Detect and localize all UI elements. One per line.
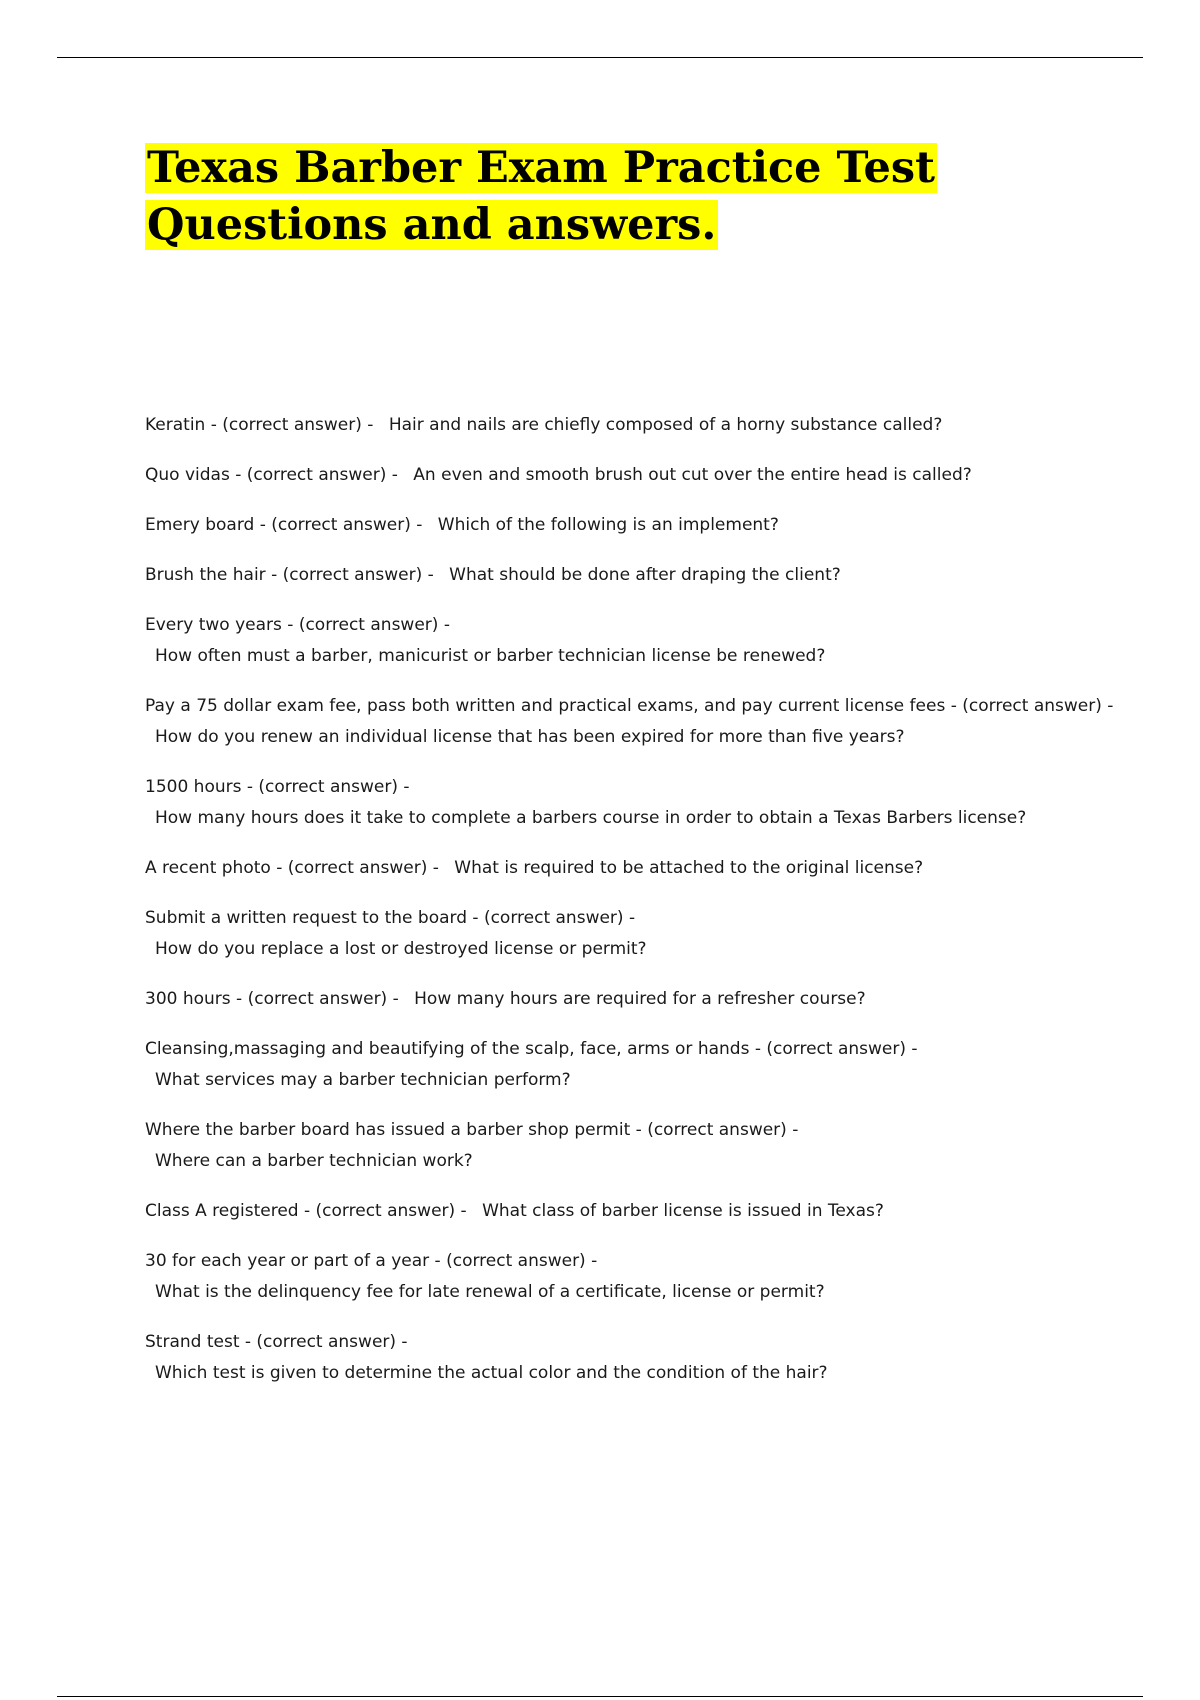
qa-item [145,1196,1155,1227]
qa-answer: Cleansing,massaging and beautifying of the scalp, face, arms or hands [145,1039,750,1059]
qa-answer-line [145,772,1155,803]
qa-answer: Emery board [145,515,255,535]
qa-item [145,984,1155,1015]
qa-separator: - (correct answer) - [749,1039,918,1059]
qa-item [145,853,1155,884]
qa-answer-line [145,1327,1155,1358]
qa-answer: 1500 hours [145,777,242,797]
title-highlight: Texas Barber Exam Practice Test Questions and answers. [147,143,935,250]
qa-item [145,510,1155,541]
qa-answer: A recent photo [145,858,271,878]
qa-item [145,1034,1155,1096]
qa-question: What should be done after draping the client? [449,565,841,585]
qa-separator: - (correct answer) - [230,989,405,1009]
qa-item [145,691,1155,753]
qa-item [145,1115,1155,1177]
qa-answer: Submit a written request to the board [145,908,468,928]
qa-item [145,903,1155,965]
top-rule [57,57,1143,58]
qa-answer: Where the barber board has issued a barber shop permit [145,1120,631,1140]
qa-question: What services may a barber technician perform? [155,1070,571,1090]
qa-question: How do you replace a lost or destroyed license or permit? [155,939,647,959]
qa-separator: - (correct answer) - [945,696,1114,716]
qa-question: How often must a barber, manicurist or barber technician license be renewed? [155,646,826,666]
qa-answer-line [145,1201,472,1221]
qa-item [145,772,1155,834]
qa-separator: - (correct answer) - [630,1120,799,1140]
qa-answer: Quo vidas [145,465,230,485]
qa-separator: - (correct answer) - [229,465,404,485]
qa-answer: Every two years [145,615,282,635]
qa-separator: - (correct answer) - [265,565,440,585]
qa-separator: - (correct answer) - [298,1201,473,1221]
qa-answer-line [145,565,439,585]
qa-separator: - (correct answer) - [239,1332,408,1352]
qa-answer-line [145,691,1155,722]
qa-item [145,610,1155,672]
qa-answer-line [145,415,379,435]
qa-answer: 30 for each year or part of a year [145,1251,430,1271]
qa-separator: - (correct answer) - [281,615,450,635]
qa-question: What class of barber license is issued in Texas? [482,1201,884,1221]
qa-separator: - (correct answer) - [270,858,445,878]
qa-separator: - (correct answer) - [467,908,636,928]
qa-item [145,560,1155,591]
qa-separator: - (correct answer) - [205,415,379,435]
qa-answer: Strand test [145,1332,240,1352]
qa-answer-line [145,610,1155,641]
qa-separator: - (correct answer) - [429,1251,598,1271]
qa-item [145,460,1155,491]
qa-answer-line [145,1115,1155,1146]
qa-question: Hair and nails are chiefly composed of a horny substance called? [388,415,943,435]
qa-answer-line [145,515,428,535]
qa-item [145,1327,1155,1389]
bottom-rule [57,1696,1143,1697]
qa-answer: Brush the hair [145,565,266,585]
qa-question: How do you renew an individual license that has been expired for more than five years? [155,727,905,747]
qa-list [145,410,1155,1408]
qa-question: An even and smooth brush out cut over the entire head is called? [413,465,972,485]
qa-answer-line [145,989,404,1009]
qa-question: What is the delinquency fee for late renewal of a certificate, license or permit? [155,1282,825,1302]
qa-answer-line [145,465,403,485]
qa-question: Which of the following is an implement? [437,515,779,535]
qa-answer-line [145,858,444,878]
qa-answer: Keratin [145,415,206,435]
qa-question: What is required to be attached to the original license? [454,858,924,878]
qa-answer: Class A registered [145,1201,299,1221]
qa-answer: Pay a 75 dollar exam fee, pass both written and practical exams, and pay current license fees [145,696,946,716]
document-title [145,140,1105,254]
qa-answer-line [145,1034,1155,1065]
qa-question: How many hours does it take to complete a barbers course in order to obtain a Texas Barbers license? [155,808,1027,828]
qa-separator: - (correct answer) - [254,515,428,535]
qa-answer-line [145,1246,1155,1277]
qa-question: Which test is given to determine the actual color and the condition of the hair? [155,1363,828,1383]
qa-answer-line [145,903,1155,934]
qa-answer: 300 hours [145,989,231,1009]
qa-item [145,410,1155,441]
qa-item [145,1246,1155,1308]
qa-question: Where can a barber technician work? [155,1151,473,1171]
qa-separator: - (correct answer) - [241,777,410,797]
qa-question: How many hours are required for a refresher course? [414,989,866,1009]
